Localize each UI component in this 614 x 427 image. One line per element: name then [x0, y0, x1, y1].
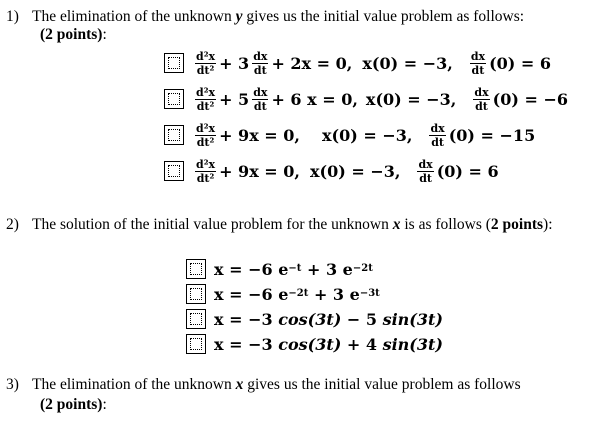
question-number: 2): [6, 216, 19, 233]
question-number: 1): [6, 8, 19, 25]
points-label: (2 points): [40, 396, 103, 413]
first-derivative: $\frac{dx}{dt}$: [470, 49, 486, 77]
question-variable: x: [235, 376, 244, 393]
q2-option-2[interactable]: [186, 283, 380, 305]
initial-condition: (0) = −6: [492, 89, 568, 109]
second-derivative: $\frac{\text{d²x}}{\text{dt²}}$: [196, 85, 216, 113]
q1-option-2[interactable]: [164, 84, 568, 114]
first-derivative: $\frac{dx}{dt}$: [430, 121, 445, 149]
second-derivative: $\frac{\text{d²x}}{\text{dt²}}$: [196, 49, 216, 77]
equation: [192, 51, 551, 76]
initial-condition: x(0) = −3,: [321, 125, 413, 145]
checkbox[interactable]: [164, 161, 184, 181]
points-tail: :: [102, 26, 107, 43]
checkbox[interactable]: [186, 309, 206, 329]
q1-option-3[interactable]: [164, 120, 535, 150]
question-variable: x: [392, 216, 401, 233]
coef-term: + 9x = 0,: [219, 161, 300, 181]
question-1-points: [6, 26, 107, 44]
question-text-tail: gives us the initial value problem as follows: [243, 376, 521, 393]
coef-term: + 2x = 0,: [271, 53, 353, 73]
question-1: [6, 8, 524, 26]
q2-option-3[interactable]: [186, 308, 443, 330]
equation: [192, 159, 499, 184]
equation: [192, 87, 568, 112]
checkbox[interactable]: [186, 259, 206, 279]
solution-expression: x = −3 cos(3t) + 4 sin(3t): [214, 334, 443, 354]
checkbox[interactable]: [186, 334, 206, 354]
initial-condition: x(0) = −3,: [309, 161, 401, 181]
checkbox[interactable]: [164, 53, 184, 73]
second-derivative: $\frac{\text{d²x}}{\text{dt²}}$: [196, 121, 216, 149]
solution-expression: x = −6 e −2t + 3 e −3t: [214, 284, 380, 304]
question-text-tail: gives us the initial value problem as follows:: [242, 8, 525, 25]
question-text-mid: is as follows (: [400, 216, 491, 233]
question-text: The solution of the initial value problem for the unknown: [32, 216, 393, 233]
initial-condition: (0) = 6: [436, 161, 499, 181]
q2-option-4[interactable]: [186, 333, 443, 355]
coef-term: + 5: [219, 89, 250, 109]
points-tail: :: [102, 396, 107, 413]
first-derivative: $\frac{dx}{dt}$: [253, 85, 268, 113]
points-label: 2 points: [490, 216, 544, 233]
initial-condition: (0) = −15: [448, 125, 536, 145]
points-label: (2 points): [40, 26, 103, 43]
q2-option-1[interactable]: [186, 258, 373, 280]
question-number: 3): [6, 376, 19, 393]
question-3-points: [6, 396, 107, 414]
solution-expression: x = −6 e −t + 3 e −2t: [214, 259, 373, 279]
initial-condition: (0) = 6: [489, 53, 552, 73]
checkbox[interactable]: [164, 89, 184, 109]
question-2: [6, 216, 553, 234]
q1-option-1[interactable]: [164, 48, 551, 78]
second-derivative: $\frac{\text{d²x}}{\text{dt²}}$: [196, 157, 216, 185]
checkbox[interactable]: [164, 125, 184, 145]
initial-condition: x(0) = −3,: [365, 89, 457, 109]
coef-term: + 9x = 0,: [219, 125, 300, 145]
question-variable: y: [235, 8, 243, 25]
question-3: [6, 376, 521, 394]
question-text: The elimination of the unknown: [32, 376, 236, 393]
question-text: The elimination of the unknown: [32, 8, 236, 25]
first-derivative: $\frac{dx}{dt}$: [474, 85, 489, 113]
equation: [192, 123, 535, 148]
q1-option-4[interactable]: [164, 156, 499, 186]
question-text-tail: ):: [543, 216, 553, 233]
coef-term: + 3: [219, 53, 250, 73]
initial-condition: x(0) = −3,: [362, 53, 453, 73]
first-derivative: $\frac{dx}{dt}$: [253, 49, 268, 77]
checkbox[interactable]: [186, 284, 206, 304]
coef-term: + 6 x = 0,: [271, 89, 358, 109]
solution-expression: x = −3 cos(3t) − 5 sin(3t): [214, 309, 443, 329]
first-derivative: $\frac{dx}{dt}$: [418, 157, 433, 185]
